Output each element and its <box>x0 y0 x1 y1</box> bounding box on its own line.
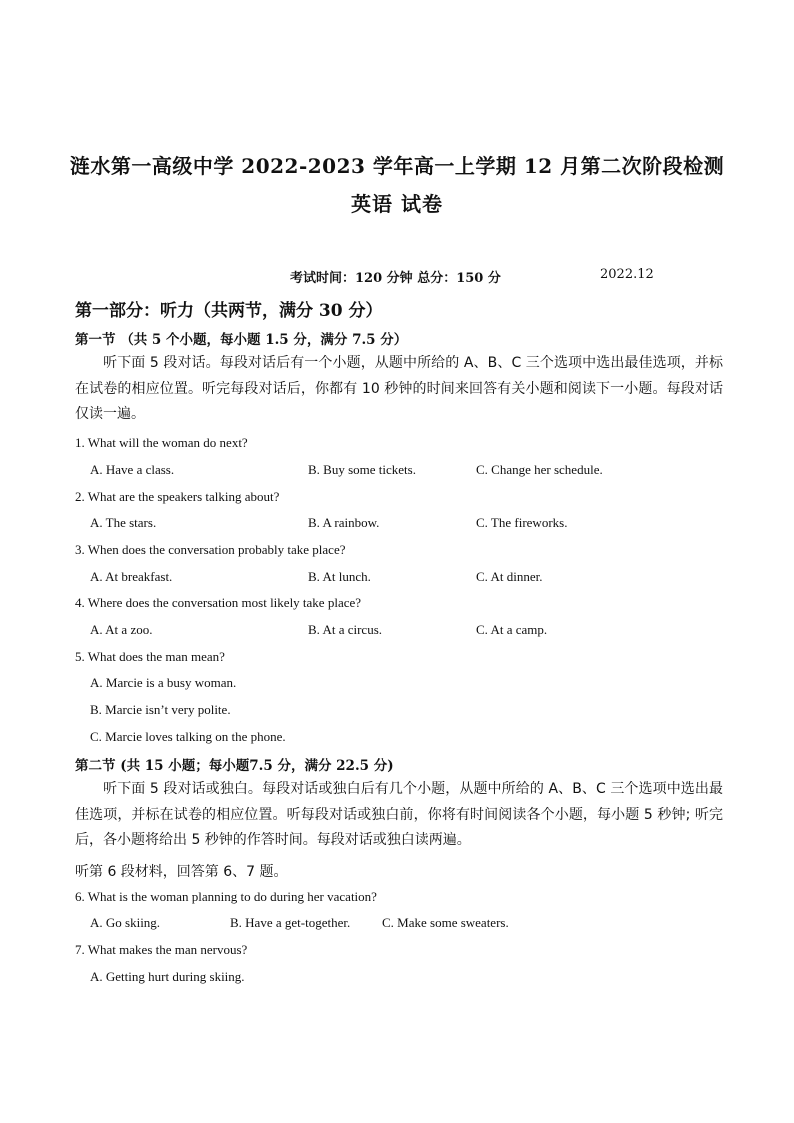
exam-date: 2022.12 <box>600 267 654 282</box>
exam-subtitle: 英语 试卷 <box>351 192 443 216</box>
option: C. At dinner. <box>476 569 543 584</box>
section1-instructions <box>75 351 723 428</box>
option: A. Go skiing. <box>90 915 161 930</box>
question-stem: 5. What does the man mean? <box>75 649 225 664</box>
option: C. At a camp. <box>476 622 548 637</box>
option: B. A rainbow. <box>308 515 380 530</box>
option: B. Marcie isn’t very polite. <box>90 702 231 717</box>
question-stem: 4. Where does the conversation most likely take place? <box>75 595 362 610</box>
option: A. Have a class. <box>90 462 175 477</box>
part1-heading: 第一部分：听力（共两节，满分 30 分） <box>75 301 383 321</box>
option: B. At a circus. <box>308 622 383 637</box>
option: A. The stars. <box>90 515 157 530</box>
question-stem: 3. When does the conversation probably take place? <box>75 542 346 557</box>
option: A. At breakfast. <box>90 569 173 584</box>
section2-instructions <box>75 777 723 854</box>
option: B. At lunch. <box>308 569 371 584</box>
option: C. Change her schedule. <box>476 462 603 477</box>
section2-heading: 第二节 (共 15 小题；每小题7.5 分，满分 22.5 分) <box>75 758 394 774</box>
group-note: 听第 6 段材料，回答第 6、7 题。 <box>75 864 288 880</box>
section1-instructions-text: 听下面 5 段对话。每段对话后有一个小题，从题中所给的 A、B、C 三个选项中选出最佳选项，并标在试卷的相应位置。听完每段对话后，你都有 10 秒钟的时间来回答有关小题和阅读下一小题。每段对话仅读一遍。 <box>75 355 723 422</box>
option: C. The fireworks. <box>476 515 568 530</box>
option: B. Have a get-together. <box>230 915 351 930</box>
exam-info: 考试时间：120 分钟 总分：150 分 <box>290 271 501 286</box>
option: C. Marcie loves talking on the phone. <box>90 729 286 744</box>
exam-title: 涟水第一高级中学 2022-2023 学年高一上学期 12 月第二次阶段检测 <box>69 154 725 178</box>
option: A. At a zoo. <box>90 622 153 637</box>
section2-instructions-text: 听下面 5 段对话或独白。每段对话或独白后有几个小题，从题中所给的 A、B、C 三个选项中选出最佳选项，并标在试卷的相应位置。听每段对话或独白前，你将有时间阅读各个小题，每小题 5 秒钟; 听完后，各小题将给出 5 秒钟的作答时间。每段对话或独白读两遍。 <box>75 781 723 848</box>
question-stem: 2. What are the speakers talking about? <box>75 489 280 504</box>
option: A. Marcie is a busy woman. <box>90 675 237 690</box>
question-stem: 6. What is the woman planning to do during her vacation? <box>75 889 377 904</box>
option: C. Make some sweaters. <box>382 915 509 930</box>
option: A. Getting hurt during skiing. <box>90 969 245 984</box>
question-stem: 1. What will the woman do next? <box>75 435 248 450</box>
section1-heading: 第一节 （共 5 个小题，每小题 1.5 分，满分 7.5 分） <box>75 332 408 348</box>
question-stem: 7. What makes the man nervous? <box>75 942 248 957</box>
option: B. Buy some tickets. <box>308 462 416 477</box>
